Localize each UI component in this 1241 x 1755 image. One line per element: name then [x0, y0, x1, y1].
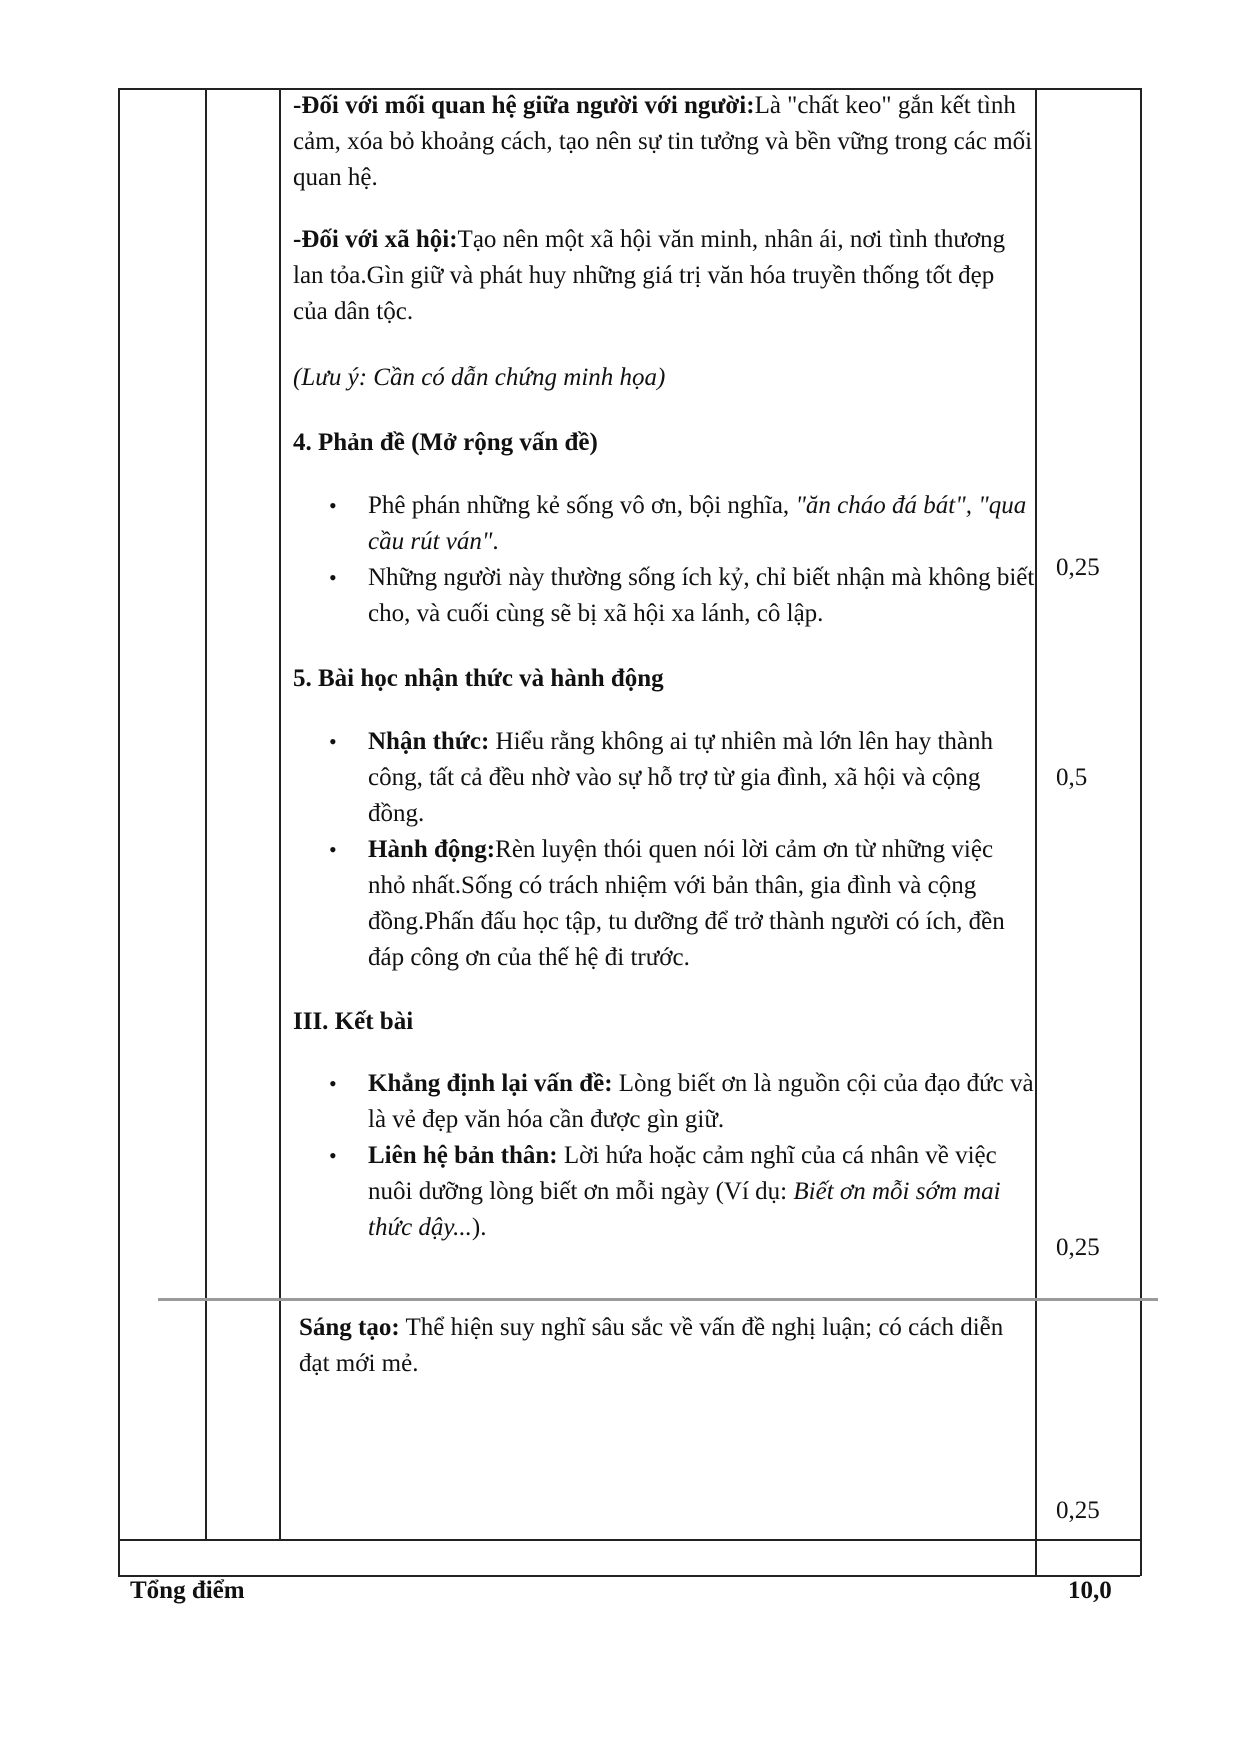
total-label: Tổng điểm: [130, 1577, 245, 1604]
column-divider-3: [1035, 88, 1037, 1576]
total-row-top-border: [118, 1539, 1140, 1541]
conclusion-heading: III. Kết bài: [293, 1008, 414, 1035]
score-counter-argument: 0,25: [1056, 554, 1100, 581]
list-item: • Liên hệ bản thân: Lời hứa hoặc cảm nghĩ của cá nhân về việc nuôi dưỡng lòng biết ơn mỗi ngày (Ví dụ: Biết ơn mỗi sớm mai thức dậy...).: [293, 1138, 1035, 1246]
creativity-text: Thể hiện suy nghĩ sâu sắc về vấn đề nghị luận; có cách diễn đạt mới mẻ.: [299, 1314, 1004, 1377]
society-text: Tạo nên một xã hội văn minh, nhân ái, nơi tình thương lan tỏa.Gìn giữ và phát huy những giá trị văn hóa truyền thống tốt đẹp của dân tộc.: [293, 226, 1006, 325]
relationships-text: Là "chất keo" gắn kết tình cảm, xóa bỏ khoảng cách, tạo nên sự tin tưởng và bền vững trong các mối quan hệ.: [293, 92, 1033, 191]
counter-argument-heading: 4. Phản đề (Mở rộng vấn đề): [293, 429, 598, 456]
note-text: (Lưu ý: Cần có dẫn chứng minh họa): [293, 364, 666, 391]
relationships-label: -Đối với mối quan hệ giữa người với người:: [293, 92, 755, 119]
conclusion-list: [293, 1066, 1035, 1246]
column-divider-2: [279, 88, 281, 1539]
list-item: • Những người này thường sống ích kỷ, chỉ biết nhận mà không biết cho, và cuối cùng sẽ bị xã hội xa lánh, cô lập.: [293, 560, 1035, 632]
column-divider-1: [205, 88, 207, 1539]
creativity-paragraph: [293, 1310, 1035, 1382]
counter-argument-list: [293, 488, 1035, 632]
row-separator: [158, 1298, 1158, 1301]
relationships-paragraph: [293, 88, 1035, 196]
lesson-heading: 5. Bài học nhận thức và hành động: [293, 665, 664, 692]
list-item: • Hành động:Rèn luyện thói quen nói lời cảm ơn từ những việc nhỏ nhất.Sống có trách nhiệm với bản thân, gia đình và cộng đồng.Phấn đấu học tập, tu dưỡng để trở thành người có ích, đền đáp công ơn của thế hệ đi trước.: [293, 832, 1035, 976]
society-paragraph: [293, 222, 1035, 330]
society-label: -Đối với xã hội:: [293, 226, 458, 253]
score-lesson: 0,5: [1056, 764, 1088, 791]
creativity-label: Sáng tạo:: [299, 1314, 400, 1341]
total-value: 10,0: [1068, 1577, 1112, 1604]
lesson-list: [293, 724, 1035, 976]
score-conclusion: 0,25: [1056, 1234, 1100, 1261]
table-right-border: [1140, 88, 1142, 1576]
table-bottom-border: [118, 1575, 1140, 1577]
list-item: • Phê phán những kẻ sống vô ơn, bội nghĩa, "ăn cháo đá bát", "qua cầu rút ván".: [293, 488, 1035, 560]
score-creativity: 0,25: [1056, 1497, 1100, 1524]
list-item: • Khẳng định lại vấn đề: Lòng biết ơn là nguồn cội của đạo đức và là vẻ đẹp văn hóa cần được gìn giữ.: [293, 1066, 1035, 1138]
table-left-border: [118, 88, 120, 1576]
list-item: • Nhận thức: Hiểu rằng không ai tự nhiên mà lớn lên hay thành công, tất cả đều nhờ vào sự hỗ trợ từ gia đình, xã hội và cộng đồng.: [293, 724, 1035, 832]
